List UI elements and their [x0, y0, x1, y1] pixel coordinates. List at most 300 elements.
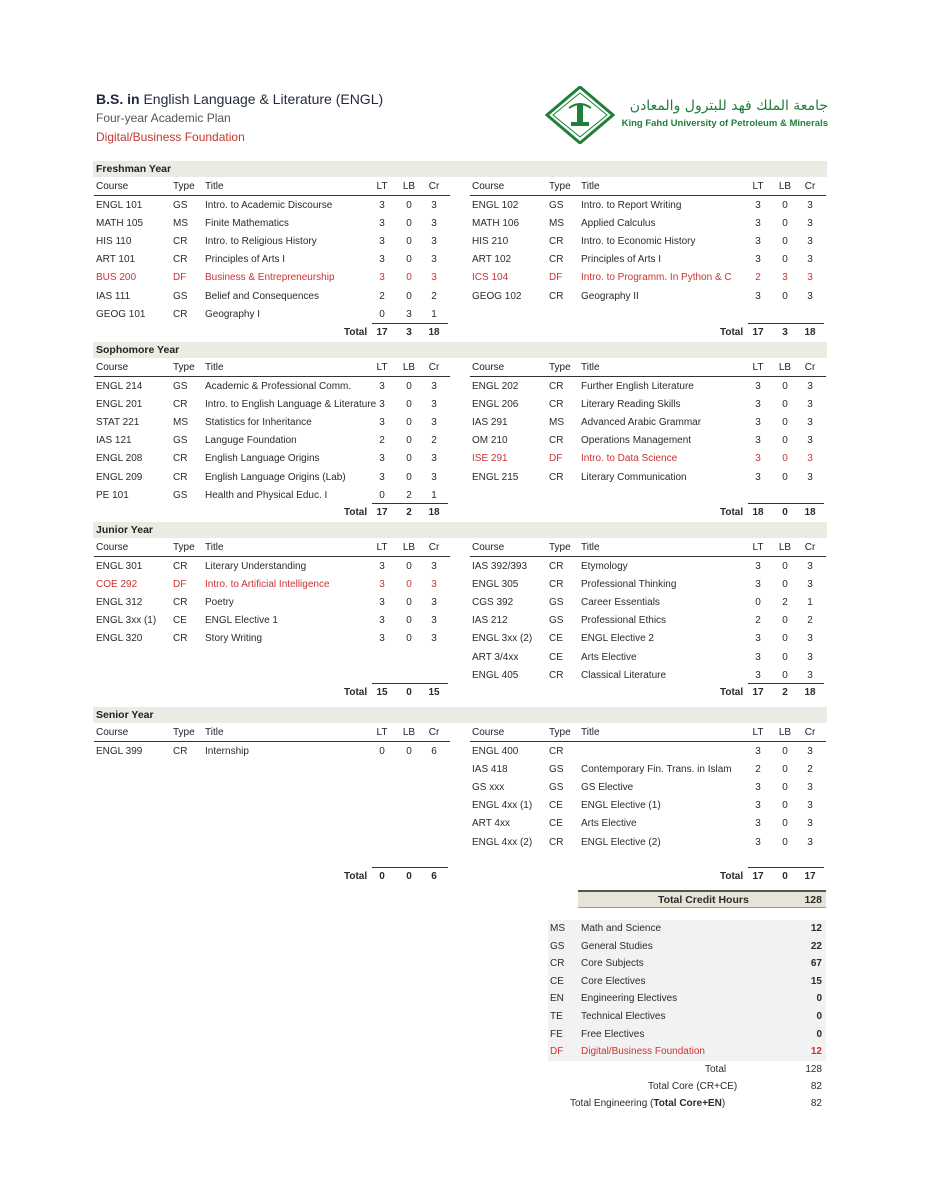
course-lt: 3: [379, 200, 385, 211]
course-cr: 3: [807, 836, 813, 848]
course-code: STAT 221: [96, 417, 140, 429]
course-row: [0, 396, 925, 414]
course-type: CR: [549, 399, 564, 411]
course-code: ENGL 214: [96, 381, 143, 392]
category-code: TE: [550, 1011, 563, 1022]
category-value: 15: [810, 975, 822, 987]
course-type: CE: [549, 651, 563, 663]
title-prefix: B.S. in: [96, 91, 144, 107]
course-cr: 3: [431, 236, 437, 248]
summary-total-row: [548, 1064, 826, 1082]
course-code: ISE 291: [472, 453, 508, 465]
course-code: IAS 212: [472, 615, 508, 627]
course-lb: 0: [406, 579, 412, 591]
course-code: OM 210: [472, 435, 508, 447]
category-name: Math and Science: [581, 923, 662, 934]
col-title: Title: [205, 362, 224, 373]
course-cr: 3: [431, 218, 437, 230]
course-lt: 2: [755, 764, 761, 776]
course-cr: 1: [807, 597, 813, 609]
course-cr: 3: [431, 272, 437, 284]
course-lt: 3: [755, 651, 761, 663]
course-type: CR: [549, 236, 564, 248]
course-code: ENGL 320: [96, 633, 143, 645]
course-lt: 3: [755, 471, 761, 483]
course-row: [0, 414, 925, 432]
course-lb: 3: [782, 272, 788, 284]
course-row: [0, 251, 925, 269]
credit-category-row: [548, 955, 826, 973]
course-lt: 3: [755, 800, 761, 812]
course-cr: 3: [807, 746, 813, 757]
course-cr: 3: [807, 381, 813, 392]
course-lb: 0: [782, 818, 788, 830]
col-title: Title: [205, 542, 224, 553]
column-header-row: [0, 539, 925, 557]
category-name: Free Electives: [581, 1028, 645, 1040]
course-cr: 1: [431, 308, 437, 320]
course-lb: 0: [406, 633, 412, 645]
year-total-row: [0, 868, 925, 886]
course-code: ENGL 312: [96, 597, 143, 609]
course-code: ENGL 305: [472, 579, 519, 591]
course-lt: 3: [379, 597, 385, 609]
course-code: ART 102: [472, 254, 512, 266]
total-lt: 17: [752, 687, 764, 698]
course-type: CR: [549, 290, 564, 302]
col-type: Type: [173, 727, 195, 738]
course-lt: 3: [379, 399, 385, 411]
course-code: MATH 105: [96, 218, 144, 230]
course-cr: 3: [807, 200, 813, 211]
course-title: Languge Foundation: [205, 435, 297, 447]
total-label: Total: [344, 507, 368, 518]
course-code: IAS 291: [472, 417, 508, 429]
course-title: Intro. to Programm. In Python & C: [581, 272, 732, 284]
course-title: Contemporary Fin. Trans. in Islam: [581, 764, 732, 776]
year-band: Junior Year: [93, 522, 827, 538]
summary-total-label: Total: [705, 1064, 727, 1075]
course-cr: 3: [431, 561, 437, 572]
summary-total-core-label: Total Core (CR+CE): [648, 1081, 738, 1092]
total-lb: 3: [782, 327, 788, 338]
course-title: Geography I: [205, 308, 261, 320]
course-type: CR: [173, 561, 188, 572]
course-title: Classical Literature: [581, 669, 667, 681]
course-lb: 2: [406, 489, 412, 501]
course-lt: 3: [755, 381, 761, 392]
column-header-row: [0, 724, 925, 742]
course-cr: 3: [807, 218, 813, 230]
course-lb: 0: [782, 254, 788, 266]
credit-category-row: [548, 938, 826, 956]
total-lb: 0: [782, 871, 788, 882]
course-cr: 3: [807, 579, 813, 591]
course-title: Literary Reading Skills: [581, 399, 681, 411]
total-cr: 18: [804, 507, 816, 518]
course-title: Health and Physical Educ. I: [205, 489, 328, 501]
total-cr: 15: [428, 687, 440, 698]
course-row: [0, 487, 925, 505]
credit-category-row: [548, 1043, 826, 1061]
category-code: CE: [550, 975, 564, 987]
col-lt: LT: [376, 181, 388, 192]
course-title: GS Elective: [581, 782, 634, 794]
total-cr: 17: [804, 871, 816, 882]
category-name: General Studies: [581, 940, 653, 952]
col-lb: LB: [778, 181, 792, 192]
course-code: ART 101: [96, 254, 136, 266]
course-cr: 3: [807, 633, 813, 645]
course-lt: 3: [755, 818, 761, 830]
course-lt: 0: [755, 597, 761, 609]
course-title: Further English Literature: [581, 381, 694, 392]
col-lt: LT: [376, 362, 388, 373]
course-type: CR: [549, 561, 564, 572]
course-lt: 3: [379, 381, 385, 392]
total-label: Total: [720, 687, 744, 698]
col-course: Course: [472, 362, 505, 373]
course-code: ENGL 4xx (1): [472, 800, 533, 812]
total-cr: 18: [804, 687, 816, 698]
course-type: CR: [173, 308, 188, 320]
course-code: HIS 110: [96, 236, 132, 248]
col-type: Type: [549, 727, 571, 738]
summary-total-engineering-value: 82: [810, 1098, 822, 1109]
course-title: Arts Elective: [581, 651, 637, 663]
course-title: Principles of Arts I: [581, 254, 662, 266]
course-row: [0, 378, 925, 396]
course-row: [0, 667, 925, 685]
course-type: CR: [549, 435, 564, 447]
course-title: Poetry: [205, 597, 234, 609]
course-lb: 0: [406, 435, 412, 447]
category-code: GS: [550, 940, 565, 952]
course-lt: 3: [755, 435, 761, 447]
col-title: Title: [581, 362, 600, 373]
course-row: [0, 215, 925, 233]
course-cr: 3: [807, 561, 813, 572]
course-type: CR: [549, 669, 564, 681]
total-lb: 0: [782, 507, 788, 518]
course-cr: 3: [807, 453, 813, 465]
course-type: CR: [549, 579, 564, 591]
col-cr: Cr: [428, 727, 440, 738]
eng-label-b: Total Core+EN: [653, 1098, 722, 1109]
page-subtitle: Four-year Academic Plan: [96, 111, 231, 125]
column-header-row: [0, 359, 925, 377]
course-title: Statistics for Inheritance: [205, 417, 312, 429]
col-lb: LB: [778, 362, 792, 373]
year-band: Sophomore Year: [93, 342, 827, 358]
course-cr: 3: [807, 435, 813, 447]
course-lb: 0: [782, 633, 788, 645]
course-code: BUS 200: [96, 272, 137, 284]
course-lb: 0: [406, 290, 412, 302]
course-type: CR: [173, 597, 188, 609]
course-cr: 3: [431, 633, 437, 645]
university-name-arabic: جامعة الملك فهد للبترول والمعادن: [629, 98, 828, 114]
course-lb: 0: [406, 417, 412, 429]
col-lb: LB: [778, 542, 792, 553]
summary-total-engineering-label: [570, 1098, 725, 1109]
col-type: Type: [173, 362, 195, 373]
total-lb: 0: [406, 687, 412, 698]
course-title: Internship: [205, 746, 249, 757]
total-cr: 6: [431, 871, 437, 882]
col-course: Course: [96, 542, 129, 553]
col-title: Title: [581, 727, 600, 738]
summary-total-value: 128: [805, 1064, 822, 1075]
course-title: Intro. to Report Writing: [581, 200, 682, 211]
course-title: Intro. to Religious History: [205, 236, 317, 248]
course-cr: 3: [807, 399, 813, 411]
course-lb: 0: [782, 218, 788, 230]
course-row: [0, 576, 925, 594]
course-title: English Language Origins (Lab): [205, 471, 346, 483]
category-name: Core Electives: [581, 975, 646, 987]
course-lb: 0: [782, 435, 788, 447]
course-cr: 3: [807, 417, 813, 429]
eng-label-a: Total Engineering (: [570, 1098, 654, 1109]
total-label: Total: [344, 327, 368, 338]
col-cr: Cr: [428, 181, 440, 192]
course-lt: 3: [379, 236, 385, 248]
course-lt: 3: [755, 200, 761, 211]
course-lt: 3: [755, 218, 761, 230]
course-cr: 6: [431, 746, 437, 757]
course-lt: 3: [379, 453, 385, 465]
course-type: CR: [173, 471, 188, 483]
course-cr: 3: [807, 236, 813, 248]
course-lb: 0: [406, 746, 412, 757]
col-lb: LB: [402, 542, 416, 553]
col-lt: LT: [752, 727, 764, 738]
course-lt: 3: [755, 579, 761, 591]
course-lb: 0: [406, 200, 412, 211]
category-name: Core Subjects: [581, 958, 644, 970]
course-title: Literary Communication: [581, 471, 687, 483]
category-code: FE: [550, 1028, 563, 1040]
course-code: ART 3/4xx: [472, 651, 519, 663]
total-credit-hours-box: [578, 890, 826, 908]
col-type: Type: [549, 362, 571, 373]
col-course: Course: [472, 181, 505, 192]
course-title: Intro. to Artificial Intelligence: [205, 579, 330, 591]
credit-category-row: [548, 973, 826, 991]
course-code: GEOG 102: [472, 290, 522, 302]
course-lb: 0: [406, 272, 412, 284]
course-title: ENGL Elective 2: [581, 633, 654, 645]
course-lb: 3: [406, 308, 412, 320]
course-title: Literary Understanding: [205, 561, 307, 572]
col-lb: LB: [402, 362, 416, 373]
category-name: Engineering Electives: [581, 993, 678, 1005]
col-cr: Cr: [804, 727, 816, 738]
total-label: Total: [344, 871, 368, 882]
course-code: IAS 121: [96, 435, 132, 447]
course-lb: 0: [782, 236, 788, 248]
course-lb: 0: [406, 236, 412, 248]
course-lb: 0: [782, 669, 788, 681]
course-code: IAS 111: [96, 290, 131, 302]
course-lb: 0: [406, 381, 412, 392]
course-cr: 3: [431, 200, 437, 211]
total-cr: 18: [428, 327, 440, 338]
course-code: ENGL 102: [472, 200, 519, 211]
course-row: [0, 197, 925, 215]
col-lt: LT: [376, 727, 388, 738]
course-row: [0, 233, 925, 251]
category-name: Digital/Business Foundation: [581, 1046, 705, 1058]
course-lt: 3: [755, 782, 761, 794]
course-cr: 1: [431, 489, 437, 501]
course-type: MS: [549, 417, 564, 429]
col-course: Course: [96, 727, 129, 738]
total-label: Total: [344, 687, 368, 698]
course-row: [0, 612, 925, 630]
course-lt: 3: [755, 254, 761, 266]
course-cr: 3: [807, 800, 813, 812]
course-lt: 3: [379, 633, 385, 645]
course-lb: 0: [782, 200, 788, 211]
course-cr: 3: [431, 453, 437, 465]
category-code: DF: [550, 1046, 564, 1058]
category-value: 22: [810, 940, 822, 952]
course-code: ENGL 206: [472, 399, 519, 411]
col-type: Type: [173, 542, 195, 553]
course-code: ENGL 4xx (2): [472, 836, 533, 848]
course-cr: 3: [807, 818, 813, 830]
course-lt: 3: [379, 417, 385, 429]
university-name-english: King Fahd University of Petroleum & Minerals: [621, 118, 828, 129]
course-lt: 3: [379, 218, 385, 230]
course-type: GS: [173, 489, 188, 501]
course-cr: 3: [807, 651, 813, 663]
course-lb: 0: [782, 579, 788, 591]
total-cr: 18: [428, 507, 440, 518]
course-code: ART 4xx: [472, 818, 510, 830]
col-lt: LT: [752, 181, 764, 192]
title-rest: English Language & Literature (ENGL): [143, 91, 384, 107]
total-credit-label: Total Credit Hours: [658, 894, 749, 906]
course-type: CR: [173, 453, 188, 465]
course-lb: 0: [782, 651, 788, 663]
year-band: Freshman Year: [93, 161, 827, 177]
course-title: Professional Ethics: [581, 615, 667, 627]
course-row: [0, 815, 925, 833]
total-lb: 2: [406, 507, 412, 518]
course-lt: 2: [755, 615, 761, 627]
course-lb: 0: [406, 399, 412, 411]
course-row: [0, 469, 925, 487]
course-lt: 3: [379, 254, 385, 266]
course-row: [0, 649, 925, 667]
summary-total-core-value: 82: [810, 1081, 822, 1092]
course-type: GS: [549, 764, 564, 776]
course-row: [0, 558, 925, 576]
col-course: Course: [472, 542, 505, 553]
col-lb: LB: [402, 181, 416, 192]
course-code: GS xxx: [472, 782, 505, 794]
course-type: GS: [173, 200, 188, 211]
course-title: Finite Mathematics: [205, 218, 289, 230]
course-code: ENGL 400: [472, 746, 519, 757]
course-cr: 3: [431, 381, 437, 392]
course-code: ENGL 3xx (1): [96, 615, 157, 627]
category-value: 0: [816, 1028, 822, 1040]
course-title: Operations Management: [581, 435, 692, 447]
course-cr: 3: [807, 254, 813, 266]
course-lt: 3: [379, 579, 385, 591]
course-type: CR: [549, 836, 564, 848]
course-lb: 0: [782, 417, 788, 429]
course-title: ENGL Elective (1): [581, 800, 661, 812]
year-band: Senior Year: [93, 707, 827, 723]
course-lb: 0: [406, 597, 412, 609]
col-title: Title: [205, 181, 224, 192]
course-lt: 3: [755, 399, 761, 411]
col-type: Type: [173, 181, 195, 192]
course-code: ENGL 301: [96, 561, 143, 572]
course-type: MS: [549, 218, 564, 230]
col-cr: Cr: [804, 181, 816, 192]
course-lt: 2: [755, 272, 761, 284]
course-title: Business & Entrepreneurship: [205, 272, 335, 284]
category-code: CR: [550, 958, 565, 970]
total-credit-value: 128: [804, 894, 822, 906]
page-subtitle-foundation: Digital/Business Foundation: [96, 130, 245, 144]
col-title: Title: [581, 181, 600, 192]
course-code: MATH 106: [472, 218, 520, 230]
course-lt: 0: [379, 489, 385, 501]
course-title: Applied Calculus: [581, 218, 656, 230]
col-course: Course: [96, 362, 129, 373]
course-title: Intro. to Data Science: [581, 453, 678, 465]
course-cr: 3: [807, 272, 813, 284]
course-lb: 0: [782, 381, 788, 392]
course-title: Geography II: [581, 290, 639, 302]
course-title: Advanced Arabic Grammar: [581, 417, 702, 429]
course-lb: 0: [782, 290, 788, 302]
col-type: Type: [549, 542, 571, 553]
total-lt: 18: [752, 507, 764, 518]
course-row: [0, 834, 925, 852]
course-row: [0, 450, 925, 468]
course-lb: 0: [782, 800, 788, 812]
course-title: Belief and Consequences: [205, 290, 319, 302]
course-cr: 3: [431, 254, 437, 266]
course-title: Etymology: [581, 561, 628, 572]
course-cr: 3: [807, 782, 813, 794]
course-row: [0, 594, 925, 612]
category-value: 0: [816, 1011, 822, 1022]
course-type: DF: [173, 579, 187, 591]
course-lt: 3: [755, 417, 761, 429]
category-value: 12: [810, 1046, 822, 1058]
course-lt: 3: [379, 471, 385, 483]
page-title: [96, 91, 383, 107]
year-total-row: [0, 324, 925, 342]
col-cr: Cr: [804, 542, 816, 553]
course-lt: 3: [379, 272, 385, 284]
eng-label-c: ): [721, 1098, 726, 1109]
col-cr: Cr: [804, 362, 816, 373]
total-lb: 2: [782, 687, 788, 698]
course-lb: 0: [782, 561, 788, 572]
course-type: CR: [173, 254, 188, 266]
course-lb: 0: [406, 471, 412, 483]
